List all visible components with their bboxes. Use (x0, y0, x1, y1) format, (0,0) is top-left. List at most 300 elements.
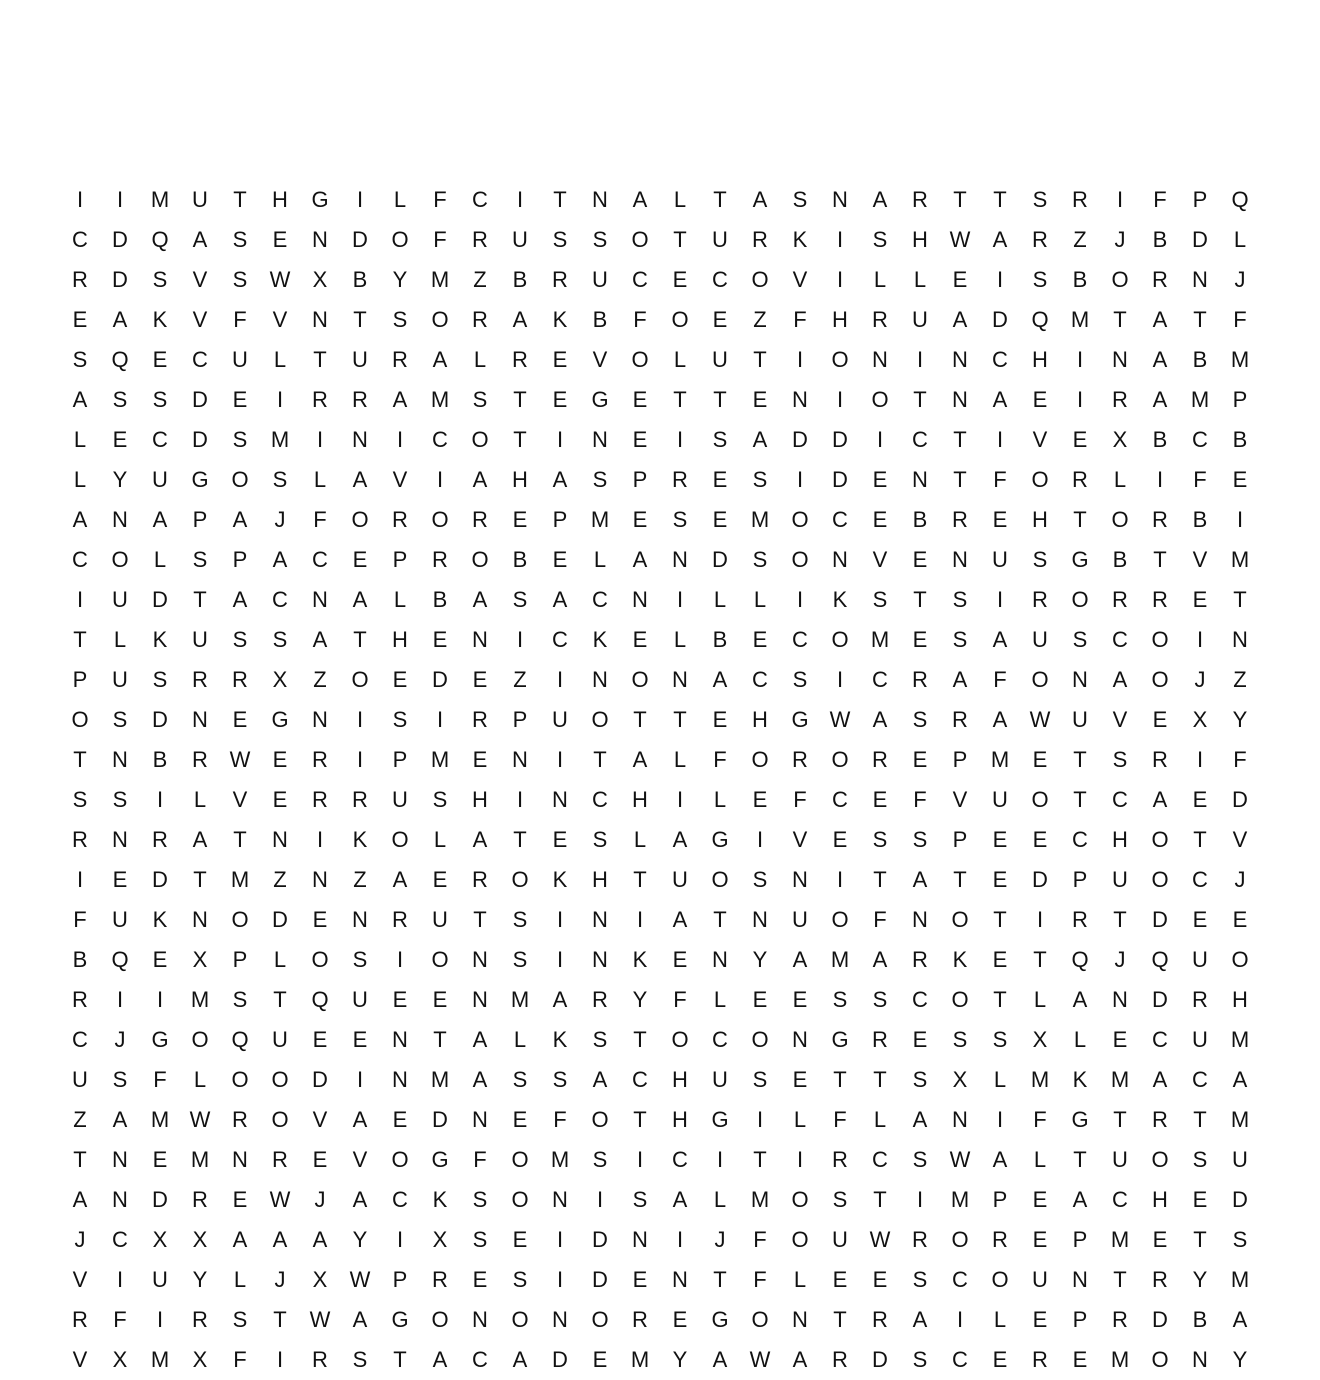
grid-letter[interactable]: A (1152, 307, 1168, 332)
grid-letter[interactable]: E (672, 1307, 688, 1332)
grid-letter[interactable]: F (153, 1067, 167, 1092)
grid-letter[interactable]: P (992, 1187, 1008, 1212)
grid-letter[interactable]: P (1072, 1227, 1088, 1252)
grid-letter[interactable]: O (591, 1307, 609, 1332)
grid-letter[interactable]: S (232, 987, 248, 1012)
grid-letter[interactable]: N (872, 347, 888, 372)
grid-letter[interactable]: V (72, 1267, 88, 1292)
grid-letter[interactable]: O (991, 1267, 1009, 1292)
grid-letter[interactable]: M (1030, 1067, 1050, 1092)
grid-letter[interactable]: P (392, 547, 408, 572)
grid-letter[interactable]: I (996, 1107, 1004, 1132)
grid-letter[interactable]: A (672, 827, 688, 852)
grid-letter[interactable]: M (750, 1187, 770, 1212)
grid-letter[interactable]: E (392, 987, 408, 1012)
grid-letter[interactable]: S (872, 987, 888, 1012)
grid-letter[interactable]: X (272, 667, 288, 692)
grid-letter[interactable]: E (832, 1267, 848, 1292)
grid-letter[interactable]: L (1233, 227, 1247, 252)
grid-letter[interactable]: D (112, 267, 128, 292)
grid-letter[interactable]: S (912, 1267, 928, 1292)
grid-letter[interactable]: M (1110, 1347, 1130, 1372)
grid-letter[interactable]: T (1113, 1267, 1127, 1292)
grid-letter[interactable]: I (556, 1227, 564, 1252)
grid-letter[interactable]: N (1192, 267, 1208, 292)
grid-letter[interactable]: I (156, 787, 164, 812)
grid-letter[interactable]: A (72, 507, 88, 532)
grid-letter[interactable]: O (191, 1027, 209, 1052)
grid-letter[interactable]: O (751, 1307, 769, 1332)
grid-letter[interactable]: H (632, 787, 648, 812)
grid-letter[interactable]: O (671, 1027, 689, 1052)
grid-letter[interactable]: A (1112, 667, 1128, 692)
grid-letter[interactable]: T (993, 907, 1007, 932)
grid-letter[interactable]: N (512, 747, 528, 772)
grid-letter[interactable]: M (1070, 307, 1090, 332)
grid-letter[interactable]: L (673, 347, 687, 372)
grid-letter[interactable]: A (1152, 387, 1168, 412)
grid-letter[interactable]: C (112, 1227, 128, 1252)
grid-letter[interactable]: T (1193, 307, 1207, 332)
grid-letter[interactable]: A (992, 1147, 1008, 1172)
grid-letter[interactable]: S (672, 507, 688, 532)
grid-letter[interactable]: J (714, 1227, 726, 1252)
grid-letter[interactable]: T (1193, 1227, 1207, 1252)
grid-letter[interactable]: E (392, 1107, 408, 1132)
grid-letter[interactable]: O (791, 507, 809, 532)
grid-letter[interactable]: N (632, 1227, 648, 1252)
grid-letter[interactable]: L (73, 467, 87, 492)
grid-letter[interactable]: E (1192, 587, 1208, 612)
grid-letter[interactable]: O (1151, 1147, 1169, 1172)
grid-letter[interactable]: N (672, 667, 688, 692)
grid-letter[interactable]: F (753, 1227, 767, 1252)
grid-letter[interactable]: F (233, 1347, 247, 1372)
grid-letter[interactable]: N (552, 1307, 568, 1332)
grid-letter[interactable]: E (952, 267, 968, 292)
grid-letter[interactable]: E (872, 1267, 888, 1292)
grid-letter[interactable]: K (152, 307, 168, 332)
grid-letter[interactable]: X (952, 1067, 968, 1092)
grid-letter[interactable]: U (272, 1027, 288, 1052)
grid-letter[interactable]: I (876, 427, 884, 452)
grid-letter[interactable]: R (352, 387, 368, 412)
grid-letter[interactable]: E (472, 667, 488, 692)
grid-letter[interactable]: O (1031, 467, 1049, 492)
grid-letter[interactable]: L (793, 1107, 807, 1132)
grid-letter[interactable]: M (150, 187, 170, 212)
grid-letter[interactable]: H (672, 1067, 688, 1092)
grid-letter[interactable]: A (1072, 1187, 1088, 1212)
grid-letter[interactable]: L (1033, 1147, 1047, 1172)
grid-letter[interactable]: S (592, 227, 608, 252)
grid-letter[interactable]: J (314, 1187, 326, 1212)
grid-letter[interactable]: N (192, 907, 208, 932)
grid-letter[interactable]: S (152, 667, 168, 692)
grid-letter[interactable]: S (872, 587, 888, 612)
grid-letter[interactable]: R (912, 667, 928, 692)
grid-letter[interactable]: U (352, 987, 368, 1012)
grid-letter[interactable]: O (1151, 867, 1169, 892)
grid-letter[interactable]: J (274, 1267, 286, 1292)
grid-letter[interactable]: E (632, 427, 648, 452)
grid-letter[interactable]: T (273, 1307, 287, 1332)
grid-letter[interactable]: M (190, 987, 210, 1012)
grid-letter[interactable]: S (1232, 1227, 1248, 1252)
grid-letter[interactable]: I (1196, 747, 1204, 772)
grid-letter[interactable]: I (1036, 907, 1044, 932)
grid-letter[interactable]: T (953, 187, 967, 212)
grid-letter[interactable]: D (992, 307, 1008, 332)
grid-letter[interactable]: H (392, 627, 408, 652)
grid-letter[interactable]: E (712, 707, 728, 732)
grid-letter[interactable]: K (1072, 1067, 1088, 1092)
grid-letter[interactable]: C (632, 267, 648, 292)
grid-letter[interactable]: T (673, 387, 687, 412)
grid-letter[interactable]: U (792, 907, 808, 932)
grid-letter[interactable]: K (552, 307, 568, 332)
grid-letter[interactable]: E (712, 467, 728, 492)
grid-letter[interactable]: I (436, 707, 444, 732)
grid-letter[interactable]: U (112, 907, 128, 932)
grid-letter[interactable]: R (792, 747, 808, 772)
grid-letter[interactable]: F (1233, 747, 1247, 772)
grid-letter[interactable]: J (114, 1027, 126, 1052)
grid-letter[interactable]: L (313, 467, 327, 492)
grid-letter[interactable]: U (72, 1067, 88, 1092)
grid-letter[interactable]: T (473, 907, 487, 932)
grid-letter[interactable]: S (752, 867, 768, 892)
grid-letter[interactable]: W (269, 267, 291, 292)
grid-letter[interactable]: I (116, 187, 124, 212)
grid-letter[interactable]: E (992, 867, 1008, 892)
grid-letter[interactable]: O (431, 307, 449, 332)
grid-letter[interactable]: B (1232, 427, 1248, 452)
grid-letter[interactable]: O (951, 987, 969, 1012)
grid-letter[interactable]: X (1192, 707, 1208, 732)
grid-letter[interactable]: O (351, 667, 369, 692)
grid-letter[interactable]: T (513, 427, 527, 452)
grid-letter[interactable]: E (1032, 747, 1048, 772)
grid-letter[interactable]: I (396, 427, 404, 452)
grid-letter[interactable]: A (312, 1227, 328, 1252)
grid-letter[interactable]: S (1032, 187, 1048, 212)
grid-letter[interactable]: L (713, 587, 727, 612)
grid-letter[interactable]: A (992, 627, 1008, 652)
grid-letter[interactable]: U (352, 347, 368, 372)
grid-letter[interactable]: N (912, 467, 928, 492)
grid-letter[interactable]: H (512, 467, 528, 492)
grid-letter[interactable]: O (431, 947, 449, 972)
grid-letter[interactable]: E (552, 347, 568, 372)
grid-letter[interactable]: E (1112, 1027, 1128, 1052)
grid-letter[interactable]: C (872, 1147, 888, 1172)
grid-letter[interactable]: T (1113, 307, 1127, 332)
grid-letter[interactable]: B (512, 267, 528, 292)
grid-letter[interactable]: O (831, 627, 849, 652)
grid-letter[interactable]: E (232, 707, 248, 732)
grid-letter[interactable]: A (152, 507, 168, 532)
grid-letter[interactable]: O (431, 507, 449, 532)
grid-letter[interactable]: S (712, 427, 728, 452)
grid-letter[interactable]: E (552, 387, 568, 412)
grid-letter[interactable]: N (312, 867, 328, 892)
grid-letter[interactable]: V (352, 1147, 368, 1172)
grid-letter[interactable]: D (872, 1347, 888, 1372)
grid-letter[interactable]: I (276, 1347, 284, 1372)
grid-letter[interactable]: E (1032, 1227, 1048, 1252)
grid-letter[interactable]: P (552, 507, 568, 532)
grid-letter[interactable]: U (432, 907, 448, 932)
grid-letter[interactable]: I (836, 667, 844, 692)
grid-letter[interactable]: A (752, 427, 768, 452)
grid-letter[interactable]: B (352, 267, 368, 292)
grid-letter[interactable]: E (1192, 1187, 1208, 1212)
grid-letter[interactable]: L (273, 947, 287, 972)
grid-letter[interactable]: F (73, 907, 87, 932)
grid-letter[interactable]: D (592, 1227, 608, 1252)
grid-letter[interactable]: N (472, 987, 488, 1012)
grid-letter[interactable]: R (832, 1147, 848, 1172)
grid-letter[interactable]: T (993, 187, 1007, 212)
grid-letter[interactable]: W (869, 1227, 891, 1252)
grid-letter[interactable]: R (312, 387, 328, 412)
grid-letter[interactable]: O (791, 547, 809, 572)
grid-letter[interactable]: C (1112, 627, 1128, 652)
grid-letter[interactable]: N (672, 547, 688, 572)
grid-letter[interactable]: S (512, 907, 528, 932)
grid-letter[interactable]: L (873, 1107, 887, 1132)
grid-letter[interactable]: Q (231, 1027, 249, 1052)
grid-letter[interactable]: N (552, 787, 568, 812)
grid-letter[interactable]: O (831, 347, 849, 372)
grid-letter[interactable]: N (592, 907, 608, 932)
grid-letter[interactable]: E (912, 547, 928, 572)
grid-letter[interactable]: S (512, 947, 528, 972)
grid-letter[interactable]: N (232, 1147, 248, 1172)
grid-letter[interactable]: T (713, 907, 727, 932)
grid-letter[interactable]: J (1114, 227, 1126, 252)
grid-letter[interactable]: N (472, 947, 488, 972)
grid-letter[interactable]: T (353, 627, 367, 652)
grid-letter[interactable]: M (870, 627, 890, 652)
grid-letter[interactable]: O (631, 667, 649, 692)
grid-letter[interactable]: N (592, 667, 608, 692)
grid-letter[interactable]: R (952, 707, 968, 732)
grid-letter[interactable]: W (229, 747, 251, 772)
grid-letter[interactable]: T (873, 867, 887, 892)
grid-letter[interactable]: N (952, 387, 968, 412)
grid-letter[interactable]: F (473, 1147, 487, 1172)
grid-letter[interactable]: S (232, 267, 248, 292)
grid-letter[interactable]: T (673, 227, 687, 252)
grid-letter[interactable]: I (636, 907, 644, 932)
grid-letter[interactable]: E (752, 627, 768, 652)
grid-letter[interactable]: P (72, 667, 88, 692)
grid-letter[interactable]: S (112, 387, 128, 412)
grid-letter[interactable]: O (1111, 267, 1129, 292)
grid-letter[interactable]: R (192, 747, 208, 772)
grid-letter[interactable]: N (792, 387, 808, 412)
grid-letter[interactable]: J (1234, 867, 1246, 892)
grid-letter[interactable]: X (432, 1227, 448, 1252)
grid-letter[interactable]: N (712, 947, 728, 972)
grid-letter[interactable]: M (1230, 1267, 1250, 1292)
grid-letter[interactable]: P (1072, 1307, 1088, 1332)
grid-letter[interactable]: C (712, 1027, 728, 1052)
grid-letter[interactable]: D (152, 867, 168, 892)
grid-letter[interactable]: Y (672, 1347, 688, 1372)
grid-letter[interactable]: E (512, 1227, 528, 1252)
grid-letter[interactable]: N (112, 827, 128, 852)
grid-letter[interactable]: Q (1151, 947, 1169, 972)
grid-letter[interactable]: O (351, 507, 369, 532)
grid-letter[interactable]: R (472, 867, 488, 892)
grid-letter[interactable]: O (1031, 667, 1049, 692)
grid-letter[interactable]: T (913, 387, 927, 412)
grid-letter[interactable]: E (992, 1347, 1008, 1372)
grid-letter[interactable]: L (873, 267, 887, 292)
grid-letter[interactable]: S (512, 1267, 528, 1292)
grid-letter[interactable]: U (1232, 1147, 1248, 1172)
grid-letter[interactable]: T (393, 1347, 407, 1372)
grid-letter[interactable]: M (1230, 347, 1250, 372)
grid-letter[interactable]: D (832, 427, 848, 452)
grid-letter[interactable]: S (472, 387, 488, 412)
grid-letter[interactable]: E (112, 867, 128, 892)
grid-letter[interactable]: L (753, 587, 767, 612)
grid-letter[interactable]: T (593, 747, 607, 772)
grid-letter[interactable]: I (836, 267, 844, 292)
grid-letter[interactable]: N (352, 907, 368, 932)
grid-letter[interactable]: S (992, 1027, 1008, 1052)
grid-letter[interactable]: Q (1071, 947, 1089, 972)
grid-letter[interactable]: M (750, 507, 770, 532)
grid-letter[interactable]: U (1112, 1147, 1128, 1172)
grid-letter[interactable]: X (312, 1267, 328, 1292)
grid-letter[interactable]: A (792, 1347, 808, 1372)
grid-letter[interactable]: L (233, 1267, 247, 1292)
grid-letter[interactable]: I (1196, 627, 1204, 652)
grid-letter[interactable]: I (316, 827, 324, 852)
grid-letter[interactable]: I (556, 907, 564, 932)
grid-letter[interactable]: S (392, 707, 408, 732)
grid-letter[interactable]: V (1032, 427, 1048, 452)
grid-letter[interactable]: G (431, 1147, 449, 1172)
grid-letter[interactable]: M (510, 987, 530, 1012)
grid-letter[interactable]: I (596, 1187, 604, 1212)
grid-letter[interactable]: A (792, 947, 808, 972)
grid-letter[interactable]: H (1112, 827, 1128, 852)
grid-letter[interactable]: C (872, 667, 888, 692)
grid-letter[interactable]: E (992, 827, 1008, 852)
grid-letter[interactable]: U (552, 707, 568, 732)
grid-letter[interactable]: V (792, 267, 808, 292)
grid-letter[interactable]: R (912, 187, 928, 212)
grid-letter[interactable]: C (1192, 427, 1208, 452)
grid-letter[interactable]: O (591, 1107, 609, 1132)
grid-letter[interactable]: T (513, 827, 527, 852)
grid-letter[interactable]: P (192, 507, 208, 532)
grid-letter[interactable]: I (156, 987, 164, 1012)
grid-letter[interactable]: E (1152, 707, 1168, 732)
grid-letter[interactable]: F (833, 1107, 847, 1132)
grid-letter[interactable]: I (556, 1267, 564, 1292)
grid-letter[interactable]: H (752, 707, 768, 732)
grid-letter[interactable]: C (792, 627, 808, 652)
grid-letter[interactable]: S (232, 627, 248, 652)
grid-letter[interactable]: C (312, 547, 328, 572)
grid-letter[interactable]: N (632, 587, 648, 612)
grid-letter[interactable]: Z (513, 667, 527, 692)
grid-letter[interactable]: U (112, 667, 128, 692)
grid-letter[interactable]: F (1233, 307, 1247, 332)
grid-letter[interactable]: M (190, 1147, 210, 1172)
grid-letter[interactable]: L (193, 1067, 207, 1092)
grid-letter[interactable]: U (512, 227, 528, 252)
grid-letter[interactable]: A (352, 587, 368, 612)
grid-letter[interactable]: U (1032, 1267, 1048, 1292)
grid-letter[interactable]: C (1192, 1067, 1208, 1092)
grid-letter[interactable]: Y (632, 987, 648, 1012)
grid-letter[interactable]: T (193, 587, 207, 612)
grid-letter[interactable]: O (231, 467, 249, 492)
grid-letter[interactable]: I (636, 1147, 644, 1172)
grid-letter[interactable]: E (832, 827, 848, 852)
grid-letter[interactable]: F (753, 1267, 767, 1292)
grid-letter[interactable]: A (432, 1347, 448, 1372)
grid-letter[interactable]: A (112, 307, 128, 332)
grid-letter[interactable]: H (472, 787, 488, 812)
grid-letter[interactable]: E (1192, 907, 1208, 932)
grid-letter[interactable]: E (1032, 827, 1048, 852)
grid-letter[interactable]: A (992, 387, 1008, 412)
grid-letter[interactable]: N (112, 1147, 128, 1172)
grid-letter[interactable]: N (1112, 347, 1128, 372)
grid-letter[interactable]: S (912, 707, 928, 732)
grid-letter[interactable]: R (392, 507, 408, 532)
grid-letter[interactable]: M (270, 427, 290, 452)
grid-letter[interactable]: I (396, 947, 404, 972)
grid-letter[interactable]: R (912, 947, 928, 972)
grid-letter[interactable]: E (232, 387, 248, 412)
grid-letter[interactable]: T (553, 187, 567, 212)
grid-letter[interactable]: K (592, 627, 608, 652)
grid-letter[interactable]: A (552, 587, 568, 612)
grid-letter[interactable]: R (592, 987, 608, 1012)
grid-letter[interactable]: S (472, 1187, 488, 1212)
grid-letter[interactable]: K (552, 1027, 568, 1052)
grid-letter[interactable]: G (311, 187, 329, 212)
grid-letter[interactable]: N (112, 1187, 128, 1212)
grid-letter[interactable]: I (676, 427, 684, 452)
grid-letter[interactable]: S (72, 347, 88, 372)
grid-letter[interactable]: N (1072, 1267, 1088, 1292)
grid-letter[interactable]: C (72, 547, 88, 572)
grid-letter[interactable]: C (752, 667, 768, 692)
grid-letter[interactable]: N (792, 1027, 808, 1052)
grid-letter[interactable]: E (472, 1267, 488, 1292)
grid-letter[interactable]: C (392, 1187, 408, 1212)
grid-letter[interactable]: O (791, 1187, 809, 1212)
grid-letter[interactable]: A (272, 547, 288, 572)
grid-letter[interactable]: A (632, 547, 648, 572)
grid-letter[interactable]: R (232, 1107, 248, 1132)
grid-letter[interactable]: E (592, 1347, 608, 1372)
grid-letter[interactable]: T (1073, 507, 1087, 532)
grid-letter[interactable]: W (349, 1267, 371, 1292)
grid-letter[interactable]: R (472, 707, 488, 732)
